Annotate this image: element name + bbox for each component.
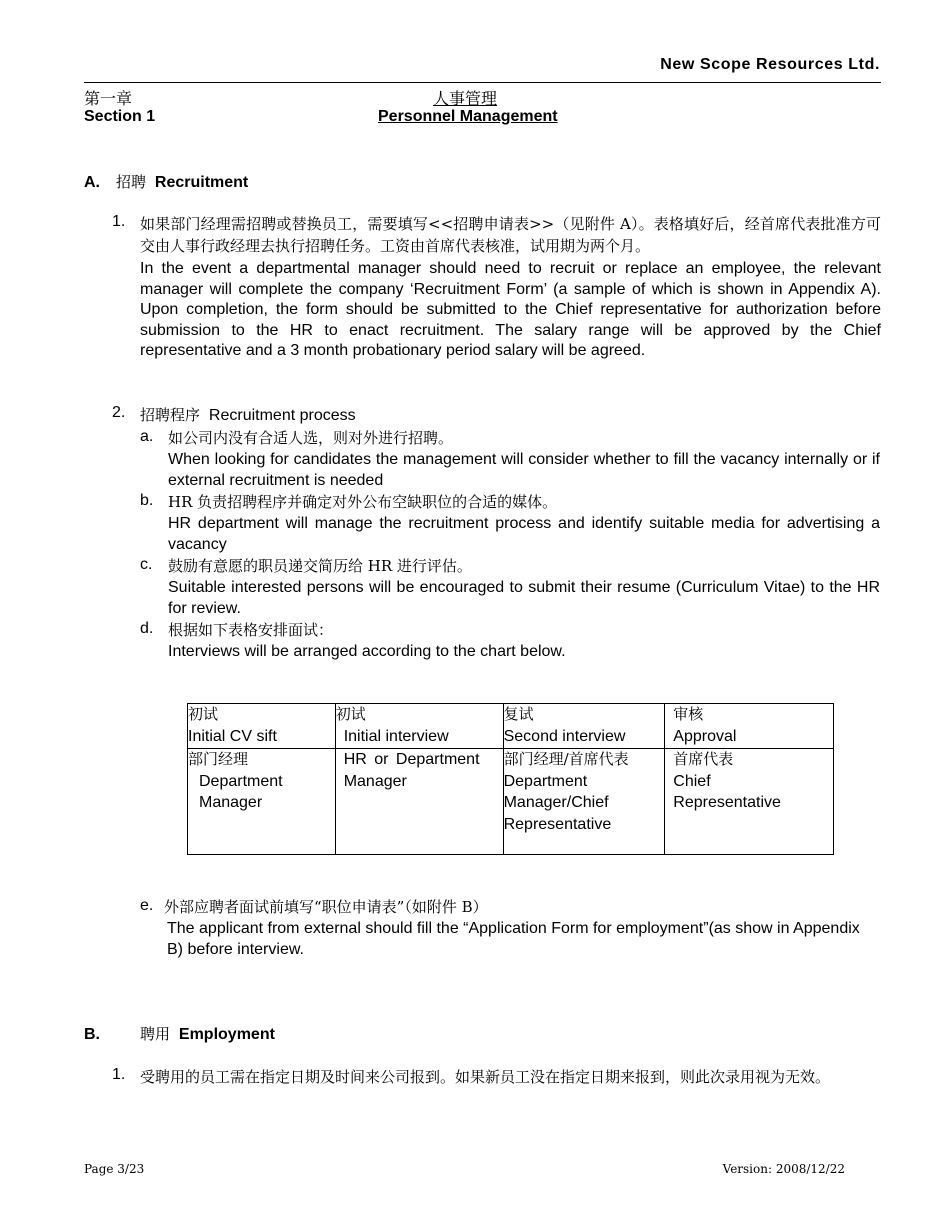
- table-header-cell: [335, 704, 503, 749]
- section-a-title-en: Recruitment: [154, 174, 249, 191]
- table-cell: [665, 749, 834, 855]
- item-2-title-cn: 招聘程序: [140, 406, 201, 424]
- sub-a-en: When looking for candidates the management will consider whether to fill the vacancy internally or if external recruitment is needed: [168, 451, 880, 489]
- company-name: New Scope Resources Ltd.: [660, 56, 880, 73]
- header-en: Initial interview: [343, 727, 449, 745]
- item-1-cn: 如果部门经理需招聘或替换员工，需要填写<<招聘申请表>>（见附件 A）。表格填好后，经首席代表批准方可交由人事行政经理去执行招聘任务。工资由首席代表核准，试用期为两个月。: [140, 215, 881, 255]
- header-cn: 审核: [673, 705, 704, 723]
- header-cn: 初试: [335, 705, 366, 723]
- table-header-cell: [503, 704, 665, 749]
- section-b-title-cn: 聘用: [140, 1025, 171, 1043]
- section-label: Section 1: [84, 108, 156, 125]
- cell-line: Representative: [673, 794, 781, 811]
- header-cn: 初试: [188, 705, 219, 723]
- interview-table: [187, 703, 834, 855]
- item-1-number: 1.: [112, 213, 126, 230]
- item-1-en: In the event a departmental manager should need to recruit or replace an employee, the relevant manager will complete the company ‘Recruitment Form’ (a sample of which is shown in Appendix A). Upon completion, the form should be submitted to the Chief representative for authorization before submission to the HR to enact recruitment. The salary range will be approved by the Chief representative and a 3 month probationary period salary will be agreed.: [140, 260, 881, 359]
- cell-line: Manager: [199, 794, 263, 811]
- item-2-number: 2.: [112, 404, 126, 421]
- cell-line: 首席代表: [673, 750, 734, 768]
- header-divider: [84, 82, 881, 83]
- sub-b-cn: HR 负责招聘程序并确定对外公布空缺职位的合适的媒体。: [168, 493, 558, 511]
- table-cell: [188, 749, 336, 855]
- section-a-title-cn: 招聘: [116, 173, 147, 191]
- cell-line: Chief: [673, 772, 711, 790]
- cell-line: 部门经理: [188, 750, 249, 768]
- header-en: Approval: [673, 727, 737, 745]
- cell-line: HR or Department: [343, 751, 480, 768]
- table-cell: [335, 749, 503, 855]
- sub-d-cn: 根据如下表格安排面试：: [168, 621, 334, 639]
- sub-e-cn: 外部应聘者面试前填写“职位申请表”（如附件 B）: [164, 898, 488, 916]
- sub-e-en: The applicant from external should fill the “Application Form for employment”(as show in Appendix B) before interview.: [167, 920, 860, 958]
- section-b-heading: [84, 1023, 275, 1044]
- header-en: Second interview: [503, 727, 626, 745]
- sub-e-letter: e.: [140, 897, 154, 914]
- table-header-cell: [665, 704, 834, 749]
- table-header-cell: [188, 704, 336, 749]
- sub-c-en: Suitable interested persons will be encouraged to submit their resume (Curriculum Vitae) to the HR for review.: [168, 579, 880, 617]
- cell-line: Manager: [343, 772, 407, 790]
- item-2-title-en: Recruitment process: [208, 407, 356, 424]
- header-cn: 复试: [503, 705, 534, 723]
- cell-line: Manager/Chief: [503, 794, 609, 811]
- section-b-title-en: Employment: [178, 1026, 275, 1043]
- section-b-item-1-number: 1.: [112, 1066, 126, 1083]
- section-b-letter: B.: [84, 1026, 100, 1043]
- version: Version: 2008/12/22: [722, 1162, 845, 1176]
- chapter-cn: 第一章: [84, 89, 133, 108]
- cell-line: Representative: [503, 815, 612, 833]
- cell-line: Department: [503, 772, 588, 790]
- sub-d-letter: d.: [140, 620, 154, 637]
- page-number: Page 3/23: [84, 1162, 145, 1176]
- item-2-title: [140, 404, 356, 425]
- cell-line: Department: [199, 772, 283, 790]
- sub-d-en: Interviews will be arranged according to the chart below.: [168, 643, 566, 660]
- sub-a-letter: a.: [140, 428, 154, 445]
- sub-c-cn: 鼓励有意愿的职员递交简历给 HR 进行评估。: [168, 557, 472, 575]
- section-title: Personnel Management: [378, 108, 558, 125]
- header-en: Initial CV sift: [188, 727, 277, 745]
- table-row: [188, 749, 834, 855]
- sub-a-cn: 如公司内没有合适人选，则对外进行招聘。: [168, 429, 454, 447]
- section-a-heading: [84, 171, 248, 192]
- section-a-letter: A.: [84, 174, 100, 191]
- section-b-item-1-cn: 受聘用的员工需在指定日期及时间来公司报到。如果新员工没在指定日期来报到，则此次录用视为无效。: [140, 1068, 831, 1086]
- sub-c-letter: c.: [140, 556, 153, 573]
- table-cell: [503, 749, 665, 855]
- cell-line: 部门经理/首席代表: [503, 750, 629, 768]
- title-cn: 人事管理: [433, 89, 498, 108]
- table-header-row: [188, 704, 834, 749]
- sub-b-en: HR department will manage the recruitment process and identify suitable media for advertising a vacancy: [168, 515, 880, 553]
- sub-b-letter: b.: [140, 492, 154, 509]
